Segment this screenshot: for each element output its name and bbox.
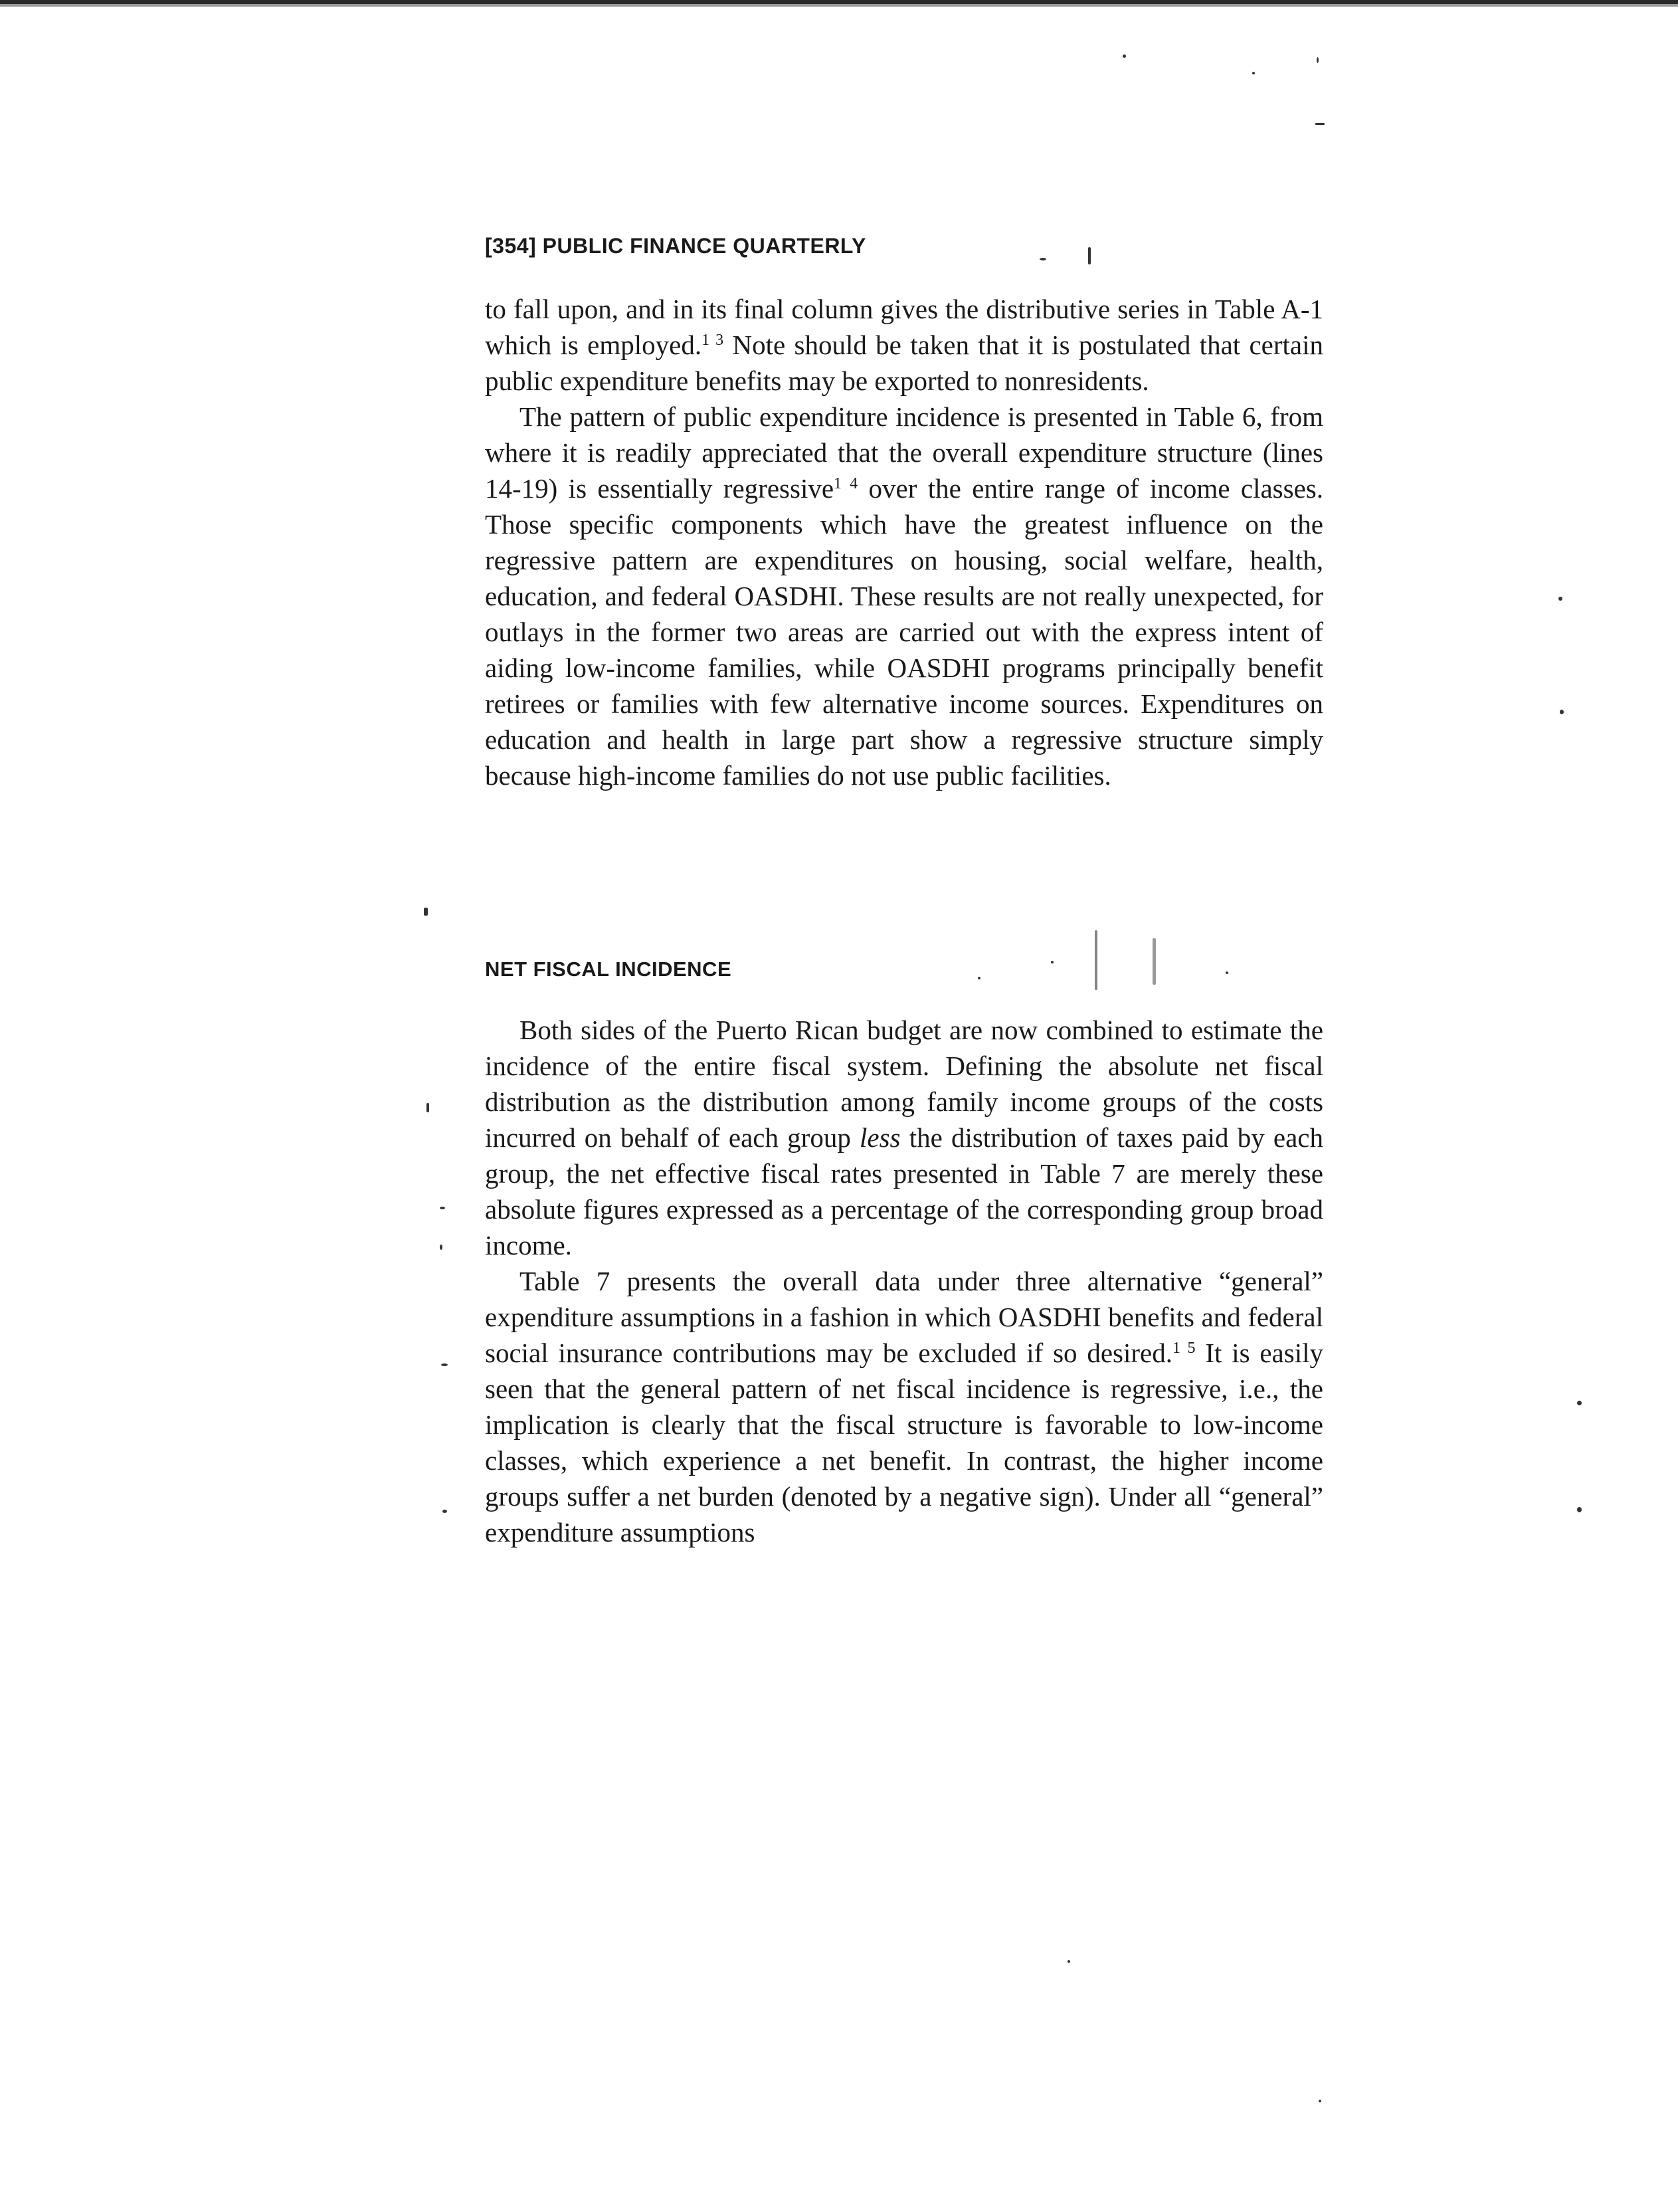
paragraph-1-text-b: Note should be taken that it is postulated that certain public expenditure benefits may be exported to nonresidents.: [485, 330, 1324, 396]
scan-speck: [1123, 54, 1126, 58]
paragraph-2: [485, 399, 1323, 793]
scan-speck: [424, 908, 428, 916]
scan-speck: [1226, 971, 1228, 974]
scan-speck: [440, 1245, 442, 1250]
scan-speck: [1317, 57, 1319, 63]
paragraph-1-text-a: to fall upon, and in its final column gives the distributive series in Table A-1 which is employed.: [485, 294, 1323, 360]
body-text-lower: [485, 1012, 1323, 1550]
scan-speck: [442, 1510, 447, 1513]
paragraph-3: [485, 1012, 1323, 1263]
scan-speck: [1088, 247, 1091, 264]
scan-speck: [1319, 2100, 1321, 2102]
footnote-ref-14: 1 4: [834, 475, 858, 492]
paragraph-3-text-a: Both sides of the Puerto Rican budget are now combined to estimate the incidence of the entire fiscal system. Defining the absolute net fiscal distribution as the distribution among family income groups of the costs incurred on behalf of each group: [485, 1015, 1323, 1153]
scan-speck: [1315, 123, 1325, 125]
scan-speck: [441, 1363, 448, 1366]
scan-speck: [1068, 1960, 1070, 1963]
scan-speck: [1577, 1507, 1582, 1512]
paragraph-2-text-b: over the entire range of income classes. Those specific components which have the greatest influence on the regressive pattern are expenditures on housing, social welfare, health, education, and federal OASDHI. These results are not really unexpected, for outlays in the former two areas are carried out with the express intent of aiding low-income families, while OASDHI programs principally benefit retirees or families with few alternative income sources. Expenditures on education and health in large part show a regressive structure simply because high-income families do not use public facilities.: [485, 473, 1323, 791]
footnote-ref-13: 1 3: [701, 332, 724, 349]
paragraph-3-text-b: the distribution of taxes paid by each group, the net effective fiscal rates presented in Table 7 are merely these absolute figures expressed as a percentage of the corresponding group broad income.: [485, 1122, 1324, 1260]
scan-top-border-shadow: [0, 4, 1678, 7]
footnote-ref-15: 1 5: [1172, 1340, 1196, 1357]
paragraph-1: [485, 291, 1323, 399]
scan-speck: [1560, 710, 1564, 714]
scan-speck: [1577, 1401, 1582, 1405]
body-text-upper: [485, 291, 1323, 793]
scan-speck: [426, 1103, 429, 1112]
scan-speck: [978, 977, 980, 979]
paragraph-4: [485, 1263, 1323, 1550]
paragraph-4-text-b: It is easily seen that the general pattern of net fiscal incidence is regressive, i.e., the implication is clearly that the fiscal structure is favorable to low-income classes, which experience a net benefit. In contrast, the higher income groups suffer a net burden (denoted by a negative sign). Under all “general” expenditure assumptions: [485, 1338, 1323, 1548]
paragraph-4-text-a: Table 7 presents the overall data under three alternative “general” expenditure assumptions in a fashion in which OASDHI benefits and federal social insurance contributions may be excluded if so desired.: [485, 1266, 1323, 1368]
scan-speck: [1040, 258, 1046, 260]
scan-speck: [440, 1207, 445, 1209]
paragraph-2-text-a: The pattern of public expenditure incidence is presented in Table 6, from where it is readily appreciated that the overall expenditure structure (lines 14-19) is essentially regressive: [485, 401, 1323, 504]
running-head: [354] PUBLIC FINANCE QUARTERLY: [485, 234, 866, 258]
scan-speck: [1558, 597, 1562, 601]
scan-speck: [1095, 930, 1097, 990]
scan-speck: [1252, 72, 1255, 74]
scan-speck: [1051, 961, 1054, 963]
scan-speck: [1153, 938, 1156, 985]
section-heading: NET FISCAL INCIDENCE: [485, 957, 732, 981]
paragraph-3-emphasis: less: [860, 1122, 901, 1153]
